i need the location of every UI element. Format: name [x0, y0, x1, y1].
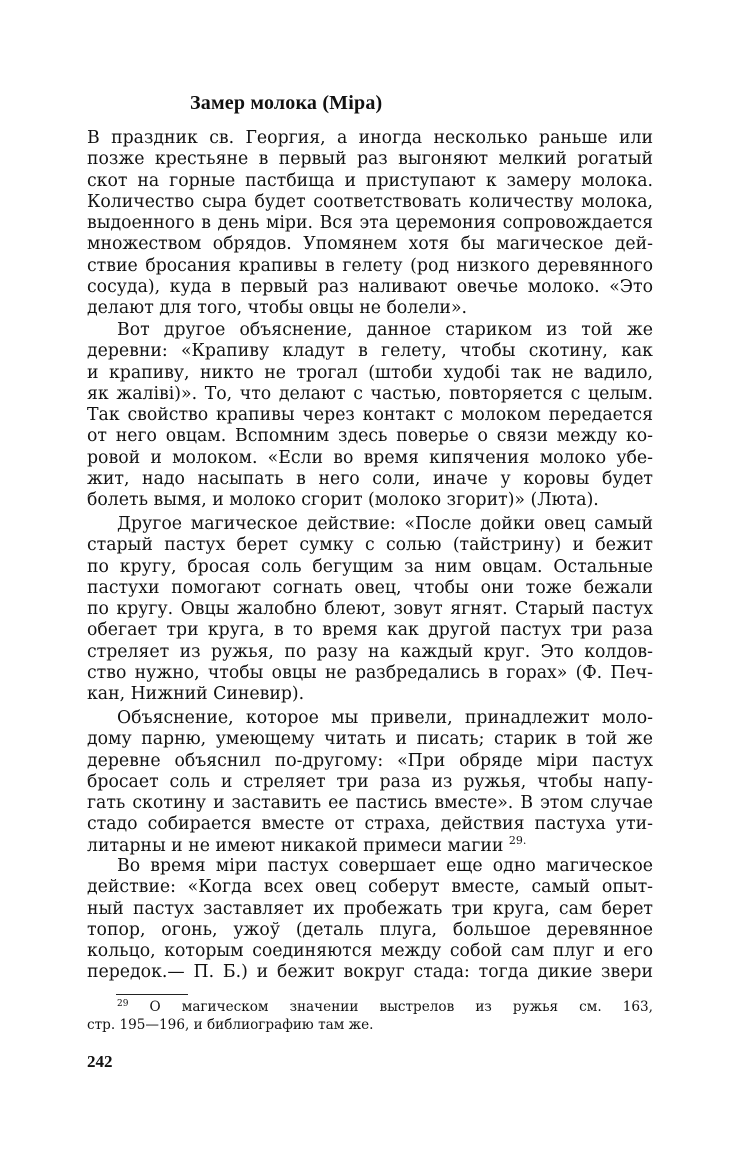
footnote-marker: 29 — [117, 999, 129, 1009]
text-line: по кругу, бросая соль бегущим за ним овцам. Остальные — [87, 556, 653, 577]
text-line: ство нужно, чтобы овцы не разбредались в горах» (Ф. Печ- — [87, 663, 653, 684]
text-line: обегает три круга, в то время как другой пастух три раза — [87, 620, 653, 641]
text-line: выдоенного в день міри. Вся эта церемония сопровождается — [87, 213, 653, 234]
text-line-content: литарны и не имеют никакой примеси магии — [87, 835, 504, 856]
text-line: Во время міри пастух совершает еще одно магическое — [117, 856, 653, 876]
text-line: передок.— П. Б.) и бежит вокруг стада: тогда дикие звери — [87, 962, 653, 983]
footnote-rule — [116, 994, 188, 995]
text-line: В праздник св. Георгия, а иногда несколько раньше или — [87, 128, 653, 148]
text-line: ствие бросания крапивы в гелету (род низкого деревянного — [87, 255, 653, 276]
footnote-line: стр. 195—196, и библиографию там же. — [87, 1017, 374, 1033]
text-line: ровой и молоком. «Если во время кипячения молоко убе- — [87, 447, 653, 468]
text-line: Так свойство крапивы через контакт с молоком передается — [87, 405, 653, 426]
text-line: действие: «Когда всех овец соберут вместе, самый опыт- — [87, 877, 653, 898]
footnote-line — [87, 998, 653, 1016]
text-line: бросает соль и стреляет три раза из ружья, чтобы напу- — [87, 771, 653, 792]
footnote-ref: 29. — [508, 833, 527, 847]
text-line: Вот другое объяснение, данное стариком из той же — [117, 320, 653, 340]
text-line: топор, огонь, ужоў (деталь плуга, большое деревянное — [87, 919, 653, 940]
page-number: 242 — [87, 1052, 113, 1071]
text-line: и крапиву, никто не трогал (штоби худобі так не вадило, — [87, 362, 653, 383]
text-line: старый пастух берет сумку с солью (тайстрину) и бежит — [87, 535, 653, 556]
paragraph-3 — [87, 514, 653, 706]
paragraph-4 — [87, 708, 653, 857]
text-line: ный пастух заставляет их пробежать три круга, сам берет — [87, 898, 653, 919]
text-line: сосуда), куда в первый раз наливают овечье молоко. «Это — [87, 277, 653, 298]
paragraph-5 — [87, 856, 653, 984]
text-line: стреляет из ружья, по разу на каждый круг. Это колдов- — [87, 641, 653, 662]
text-line: от него овцам. Вспомним здесь поверье о связи между ко- — [87, 426, 653, 447]
text-line: Другое магическое действие: «После дойки овец самый — [117, 514, 653, 534]
text-line: як жаліві)». То, что делают с частью, повторяется с целым. — [87, 383, 653, 404]
paragraph-2 — [87, 320, 653, 512]
text-line: кан, Нижний Синевир). — [87, 684, 305, 705]
section-heading: Замер молока (Міра) — [190, 92, 383, 114]
text-line: гать скотину и заставить ее пастись вместе». В этом случае — [87, 793, 653, 814]
text-line: скот на горные пастбища и приступают к замеру молока. — [87, 170, 653, 191]
text-line: кольцо, которым соединяются между собой сам плуг и его — [87, 941, 653, 962]
text-line: позже крестьяне в первый раз выгоняют мелкий рогатый — [87, 149, 653, 170]
text-line: Количество сыра будет соответствовать количеству молока, — [87, 191, 653, 212]
text-line: жит, надо насыпать в него соли, иначе у коровы будет — [87, 469, 653, 490]
text-line: Объяснение, которое мы привели, принадлежит моло- — [117, 708, 653, 728]
text-line: пастухи помогают согнать овец, чтобы они тоже бежали — [87, 577, 653, 598]
text-line: множеством обрядов. Упомянем хотя бы магическое дей- — [87, 234, 653, 255]
text-line: болеть вымя, и молоко сгорит (молоко згорит)» (Люта). — [87, 490, 599, 511]
footnote — [87, 998, 653, 1034]
text-line: деревни: «Крапиву кладут в гелету, чтобы скотину, как — [87, 341, 653, 362]
text-line: деревне объяснил по-другому: «При обряде міри пастух — [87, 750, 653, 771]
text-line: стадо собирается вместе от страха, действия пастуха ути- — [87, 814, 653, 835]
paragraph-1 — [87, 128, 653, 320]
text-line — [87, 833, 653, 857]
text-line: дому парню, умеющему читать и писать; старик в той же — [87, 729, 653, 750]
text-line: делают для того, чтобы овцы не болели». — [87, 298, 468, 319]
text-line: по кругу. Овцы жалобно блеют, зовут ягнят. Старый пастух — [87, 599, 653, 620]
footnote-text: О магическом значении выстрелов из ружья см. 163, — [149, 999, 653, 1015]
